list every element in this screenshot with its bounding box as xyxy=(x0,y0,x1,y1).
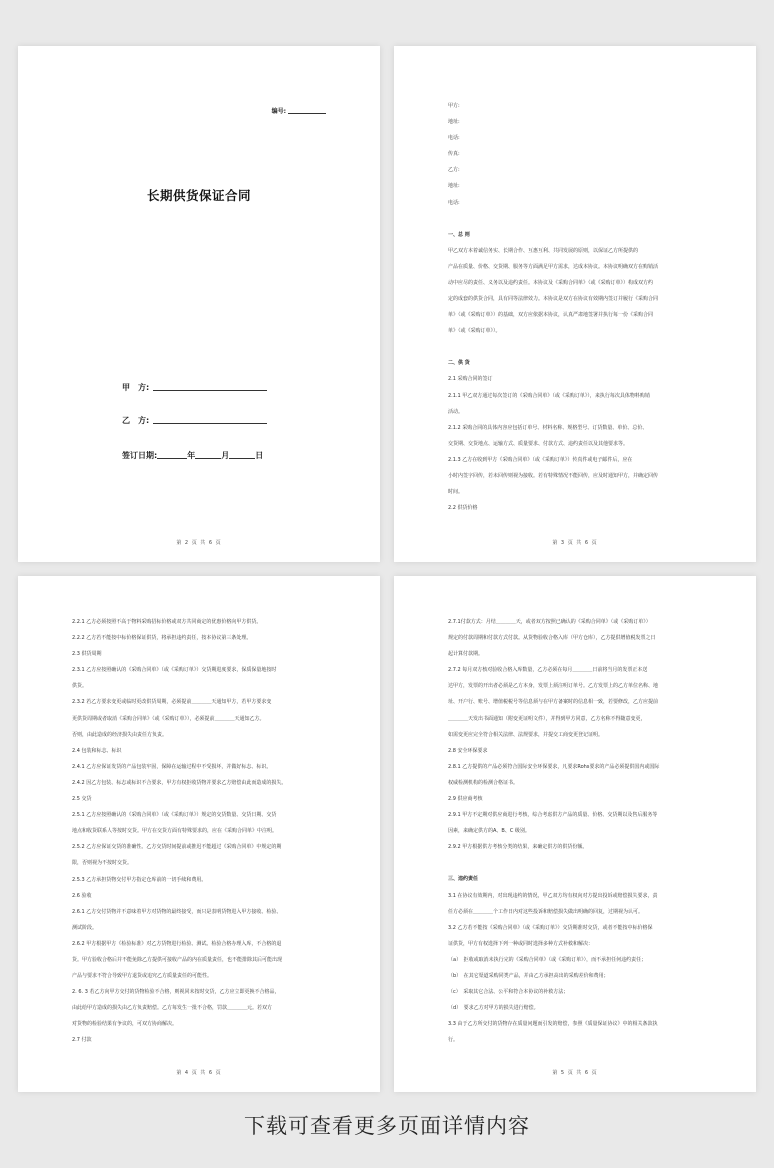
text-line: 2.9.1 甲方不定期对供应商进行考核，综合考虑供方产品的质量、价格、交货期以及售后服务等 xyxy=(448,812,658,819)
text-line: 2.9.2 甲方根据供方考核分类的结果，来确定供方的供货份额。 xyxy=(448,844,588,851)
text-line: 2.4.2 因乙方包装、标志或标识不合要求，甲方有权拒收货物并要求乙方赔偿由此而造成的损失。 xyxy=(72,779,287,786)
text-line: （a） 拒收或取消未执行完的《采购合同单》（或《采购订单》），而不承担任何违约责任； xyxy=(448,956,647,963)
text-line: 限，否则视为不按时交货。 xyxy=(72,860,133,867)
contract-number-label: 编号: xyxy=(271,108,286,115)
text-line: 址、开户行、账号、增值税税号等信息须与在甲方备案时的信息相一致，若要修改，乙方应提前 xyxy=(448,699,659,706)
party-a-line xyxy=(153,390,267,391)
text-line: 甲方: xyxy=(448,103,460,109)
text-line: 2.9 供应商考核 xyxy=(448,796,483,803)
text-line: 2.6.2 甲方根据甲方《检验标准》对乙方货物进行检验、测试。检验合格办理入库，不合格的退 xyxy=(72,940,282,947)
text-line: 2.1.3 乙方在收到甲方《采购合同单》（或《采购订单》）传真件或电子邮件后，应在 xyxy=(448,456,633,463)
section-heading: 二、供 货 xyxy=(448,360,470,367)
month-label: 月 xyxy=(221,451,230,460)
text-line: 货。甲方验收合格后并不能免除乙方提供可接收产品的内在质量责任，也不能排除其后可能出现 xyxy=(72,956,283,963)
section-heading: 三、违约责任 xyxy=(448,876,479,883)
text-line: 2.5.3 乙方承担货物交付甲方指定仓库前的一切手续和费用。 xyxy=(72,876,207,883)
text-line: 测试阶段。 xyxy=(72,924,98,931)
text-line: 因素，来确定供方的A、B、C 级别。 xyxy=(448,828,530,835)
text-line: 2.5.1 乙方应按照确认的《采购合同单》（或《采购订单》）规定的交货数量、交货日期、交货 xyxy=(72,812,277,819)
text-line: 活动。 xyxy=(448,408,464,415)
section-supply-text xyxy=(448,371,704,516)
text-line: 行。 xyxy=(448,1037,459,1044)
text-line: 地址: xyxy=(448,183,460,190)
text-line: 3.1 在协议有效期内，对出现违约的情况，甲乙双方均有权向对方提出投诉或赔偿损失要求，责 xyxy=(448,892,658,899)
contract-title: 长期供货保证合同 xyxy=(146,188,251,203)
section-liability-text xyxy=(448,888,704,1049)
text-line: 2.2 供货价格 xyxy=(448,505,478,512)
text-line: 单》（或《采购订单》）的基础，双方应依据本协议，认真严肃地签署并执行每一份《采购合同 xyxy=(448,312,654,319)
text-line: 否则，由此造成的经济损失由责任方负责。 xyxy=(72,731,168,738)
party-b-field xyxy=(122,415,267,426)
text-line: 2.5 交货 xyxy=(72,796,92,803)
party-a-label: 甲 方: xyxy=(122,383,150,392)
day-label: 日 xyxy=(255,451,264,460)
text-line: 单》（或《采购订单》）。 xyxy=(448,328,501,335)
page-body xyxy=(72,614,328,1049)
sign-date-field xyxy=(122,450,263,461)
text-line: 3.3 由于乙方所交付的货物存在质量问题而引发的赔偿，参照《质量保证协议》中的相关条款执 xyxy=(448,1021,658,1028)
text-line: 2.4 包装和标志、标识 xyxy=(72,747,122,754)
page-number: 第 2 页 共 6 页 xyxy=(176,540,222,546)
contract-cover-page xyxy=(18,46,380,562)
text-line: 乙方: xyxy=(448,167,460,174)
contract-page-4 xyxy=(18,576,380,1092)
page-body xyxy=(448,98,704,516)
contract-number-line xyxy=(288,113,326,114)
text-line: 2.8 安全环保要求 xyxy=(448,747,488,754)
text-line: 2.2.1 乙方必须按照不高于物料采购招标价格或双方共同商定的优惠价格向甲方供货。 xyxy=(72,619,262,625)
contract-page-3 xyxy=(394,46,756,562)
section-general-text xyxy=(448,243,704,340)
text-line: 小时内签字回传，若未回传则视为接收。若有特殊情况不能回传，应及时通知甲方，并确定回传 xyxy=(448,472,659,479)
text-line: 甲乙双方本着诚信务实、长期合作、互惠互利、共同发展的原则，以保证乙方所提供的 xyxy=(448,247,639,254)
text-line: 达甲方，发票的开出者必须是乙方本身，发票上须注明订单号。乙方发票上的乙方单位名称、地 xyxy=(448,683,659,690)
text-line: 3.2 乙方若不能按《采购合同单》（或《采购订单》）交货期准时交货，或者不能按中标价格保 xyxy=(448,924,653,931)
text-line: 如需变更应完全符合相关法律、法规要求，并提交工商变更登记证明。 xyxy=(448,731,604,738)
contract-number-field xyxy=(272,106,326,115)
text-line: 2.3.1 乙方应按照确认的《采购合同单》（或《采购订单》）交货期进度要求，保质保量地按时 xyxy=(72,667,277,674)
page-number: 第 3 页 共 6 页 xyxy=(552,540,598,546)
text-line: 地点和收货联系人等按时交货。甲方在交货方面有特殊要求的，应在《采购合同单》中注明。 xyxy=(72,828,278,835)
text-line: 动中应尽的责任、义务以及违约责任。本协议及《采购合同单》（或《采购订单》）构成双方约 xyxy=(448,279,654,286)
text-line: 2.3 供货周期 xyxy=(72,651,102,658)
party-a-field xyxy=(122,382,267,393)
text-line: 证供货，甲方有权选择下列一种或同时选择多种方式补救和解决： xyxy=(448,940,594,947)
text-line: 任方必须在＿＿＿＿个工作日内对这些投诉和赔偿损失做出明确的回复，过期视为认可。 xyxy=(448,908,644,915)
party-b-line xyxy=(153,423,267,424)
text-line: 2.8.1 乙方提供的产品必须符合国际安全环保要求，凡要求Rohs要求的产品必须提供国内或国际 xyxy=(448,763,660,770)
text-line: 2.7.2 每月双方核对验收合格入库数量，乙方必须在每月＿＿＿＿日前将当月的发票正本送 xyxy=(448,667,648,674)
text-line: 时间。 xyxy=(448,489,464,496)
text-line: 2.2.2 乙方若不能按中标价格保证供货，将承担违约责任，按本协议第三条处理。 xyxy=(72,635,252,642)
text-line: 起计算付款期。 xyxy=(448,651,484,658)
text-line: 2.5.2 乙方应保证交货的准确性。乙方交货时间提前或推迟不能超过《采购合同单》中规定的期 xyxy=(72,844,282,851)
text-line: 对货物的检验结果有争议的，可双方协商解决。 xyxy=(72,1021,178,1028)
download-more-caption: 下载可查看更多页面详情内容 xyxy=(244,1114,530,1138)
text-line: 2.6.1 乙方交付货物并不意味着甲方对货物的最终接受，而只是表明货物进入甲方接收、检验、 xyxy=(72,908,282,915)
section-heading: 一、总 则 xyxy=(448,231,470,238)
text-line: 由此给甲方造成的损失由乙方负责赔偿。乙方每发生一批不合格，罚款＿＿＿＿元。若双方 xyxy=(72,1005,273,1012)
contract-page-5 xyxy=(394,576,756,1092)
text-line: 2.3.2 若乙方要求变更或临时更改供货周期，必须提前＿＿＿＿天通知甲方，若甲方要求变 xyxy=(72,699,272,706)
section-text xyxy=(448,614,704,855)
text-line: 2.7.1付款方式：月结＿＿＿＿天，或者双方按照已确认的《采购合同单》（或《采购订单》） xyxy=(448,619,651,625)
page-number: 第 4 页 共 6 页 xyxy=(176,1070,222,1076)
text-line: 交货期、交货地点、运输方式、质量要求、付款方式、违约责任以及其他要求等。 xyxy=(448,440,629,447)
text-line: 规定的付款周期和付款方式付款。从货物验收合格入库（甲方仓库），乙方提供增值税发票之日 xyxy=(448,635,656,642)
text-line: 产品在质量、价格、交货期、服务等方面满足甲方需求，达成本协议。本协议明确双方在购销活 xyxy=(448,263,659,270)
text-line: 2.1 采购合同的签订 xyxy=(448,376,493,383)
text-line: 地址: xyxy=(448,119,460,126)
text-line: 电话: xyxy=(448,135,460,142)
text-line: 2.7 付款 xyxy=(72,1037,92,1044)
text-line: 传真: xyxy=(448,151,460,158)
page-number: 第 5 页 共 6 页 xyxy=(552,1070,598,1076)
text-line: ＿＿＿＿天发出书面通知（附变更证明文件），并得到甲方同意，乙方名称不得随意变更， xyxy=(448,715,646,722)
text-line: （d） 要求乙方对甲方的损失进行赔偿。 xyxy=(448,1005,539,1012)
month-line xyxy=(195,458,221,459)
year-line xyxy=(157,458,187,459)
year-label: 年 xyxy=(187,451,196,460)
page-body xyxy=(448,614,704,1048)
party-b-label: 乙 方: xyxy=(122,416,150,425)
text-line: 2. 6. 3 若乙方向甲方交付的货物检验不合格，则视同未按时交货，乙方应立即更换不合格品， xyxy=(72,989,280,996)
text-line: 2.4.1 乙方应保证发货的产品包装牢固，保障在运输过程中不受损坏，并做好标志、标识。 xyxy=(72,763,272,770)
text-line: 更供货周期或者取消《采购合同单》（或《采购订单》），必须提前＿＿＿＿天通知乙方。 xyxy=(72,715,265,722)
text-line: 定的成套的供货合同，具有同等法律效力。本协议是双方在协议有效期内签订并履行《采购合同 xyxy=(448,296,659,303)
text-line: 权威检测机构的检测合格证书。 xyxy=(448,779,519,786)
sign-date-label: 签订日期: xyxy=(122,451,158,460)
day-line xyxy=(229,458,255,459)
text-line: 供货。 xyxy=(72,683,88,690)
text-line: （c） 采取其它合法、公平和符合本协议的补救方法； xyxy=(448,989,569,996)
party-info-list xyxy=(448,98,704,211)
text-line: 2.1.1 甲乙双方通过每次签订的《采购合同单》（或《采购订单》），来执行每次具体物料购销 xyxy=(448,392,650,399)
section-text xyxy=(72,614,328,1049)
text-line: 产品与要求不符合导致甲方退货或追究乙方质量责任的可能性。 xyxy=(72,973,213,980)
text-line: 2.6 验收 xyxy=(72,892,92,899)
text-line: （b） 在其它渠道采购同类产品，并由乙方承担高出的采购差价和费用； xyxy=(448,972,609,979)
text-line: 2.1.2 采购合同的具体内容应包括订单号、材料名称、规格型号、订货数量、单价、总价、 xyxy=(448,424,648,431)
text-line: 电话: xyxy=(448,199,460,206)
